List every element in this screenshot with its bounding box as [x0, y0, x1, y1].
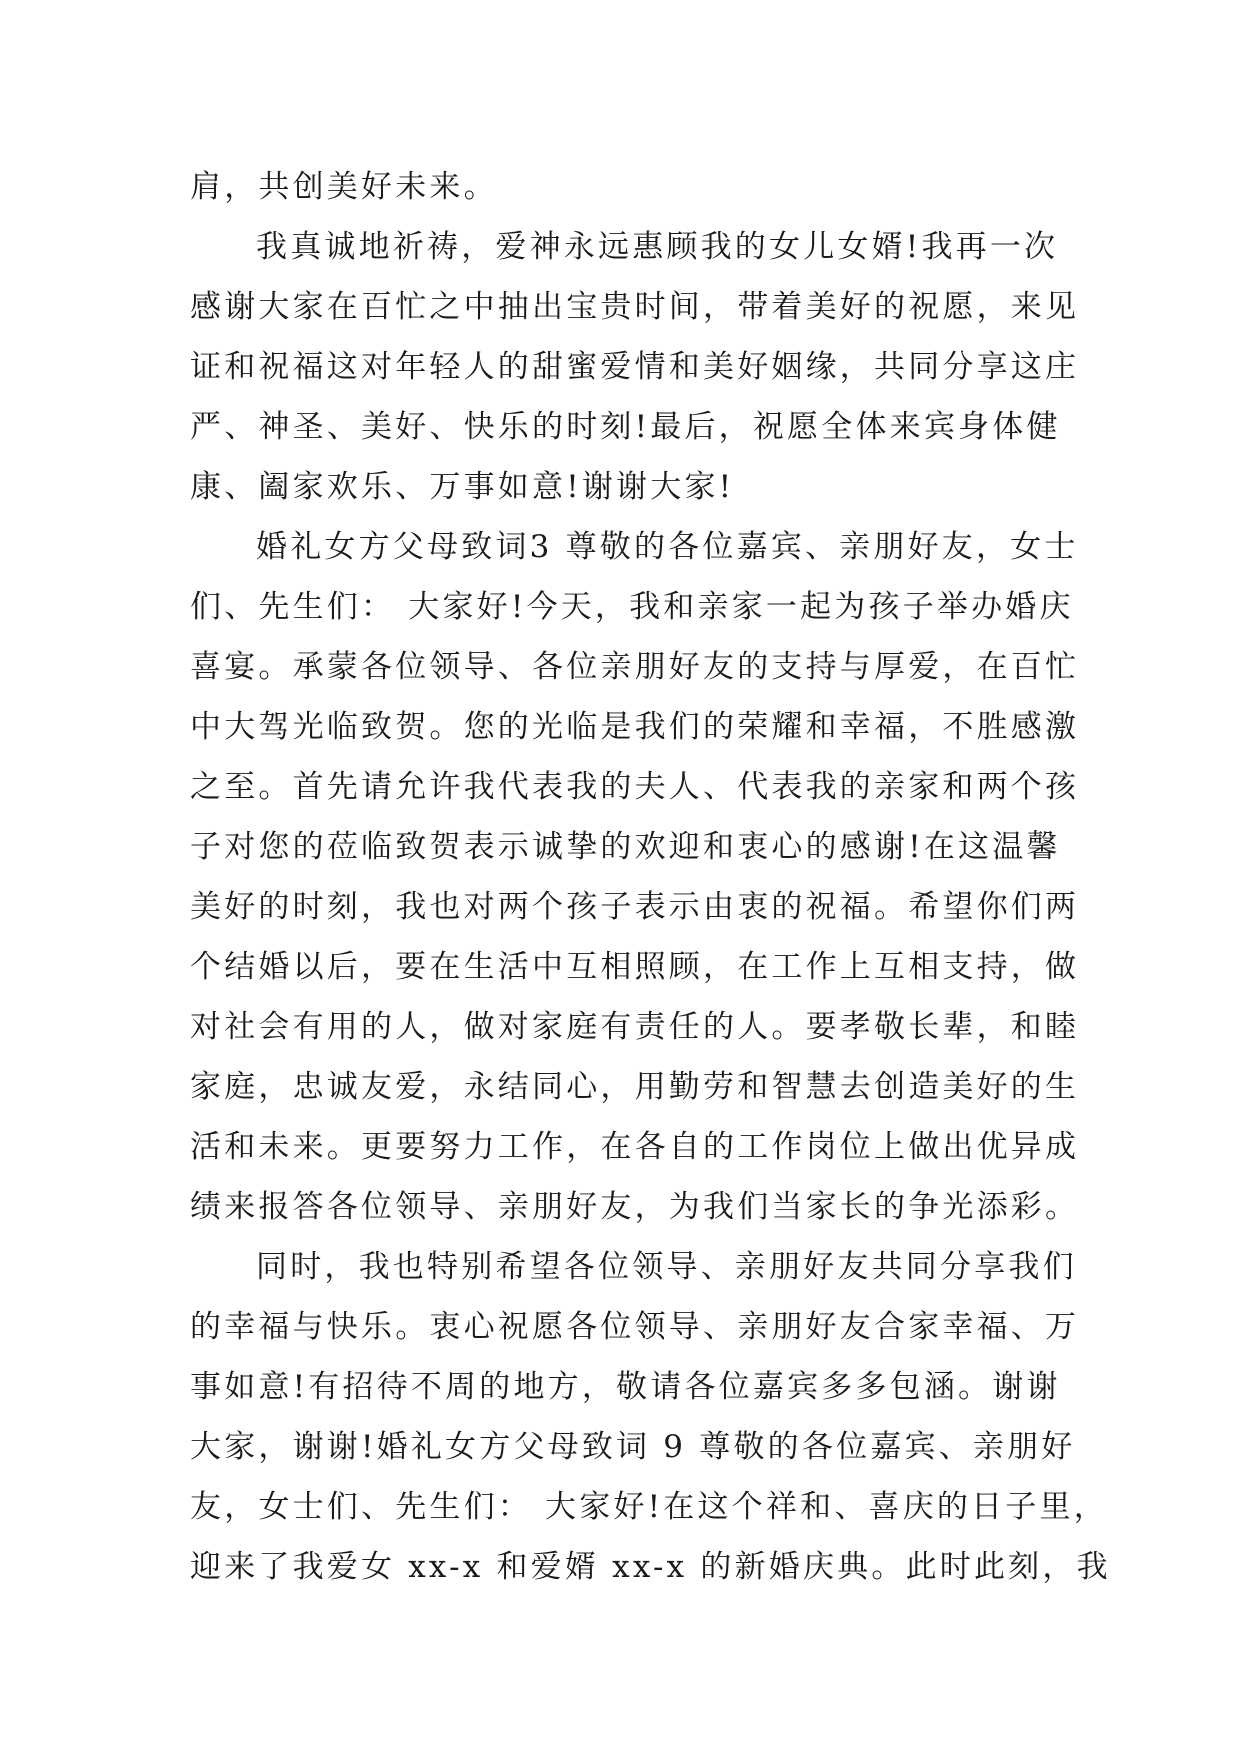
text-line: 迎来了我爱女 xx-x 和爱婿 xx-x 的新婚庆典。此时此刻，我: [190, 1549, 1111, 1585]
text-line: 对社会有用的人，做对家庭有责任的人。要孝敬长辈，和睦: [190, 1009, 1080, 1045]
text-line: 家庭，忠诚友爱，永结同心，用勤劳和智慧去创造美好的生: [190, 1069, 1080, 1105]
text-line: 友，女士们、先生们： 大家好!在这个祥和、喜庆的日子里，: [190, 1489, 1108, 1525]
text-line: 感谢大家在百忙之中抽出宝贵时间，带着美好的祝愿，来见: [190, 289, 1080, 325]
text-line: 肩，共创美好未来。: [190, 169, 498, 205]
text-line: 绩来报答各位领导、亲朋好友，为我们当家长的争光添彩。: [190, 1189, 1080, 1225]
text-line: 事如意!有招待不周的地方，敬请各位嘉宾多多包涵。谢谢: [190, 1369, 1061, 1405]
paragraph-start-line: 我真诚地祈祷，爱神永远惠顾我的女儿女婿!我再一次: [256, 229, 1059, 265]
paragraph-start-line: 婚礼女方父母致词3 尊敬的各位嘉宾、亲朋好友，女士: [256, 529, 1079, 565]
text-line: 证和祝福这对年轻人的甜蜜爱情和美好姻缘，共同分享这庄: [190, 349, 1080, 385]
text-line: 美好的时刻，我也对两个孩子表示由衷的祝福。希望你们两: [190, 889, 1080, 925]
text-line: 的幸福与快乐。衷心祝愿各位领导、亲朋好友合家幸福、万: [190, 1309, 1080, 1345]
text-line: 们、先生们： 大家好!今天，我和亲家一起为孩子举办婚庆: [190, 589, 1074, 625]
text-line: 严、神圣、美好、快乐的时刻!最后，祝愿全体来宾身体健: [190, 409, 1061, 445]
paragraph-start-line: 同时，我也特别希望各位领导、亲朋好友共同分享我们: [256, 1249, 1077, 1285]
text-line: 之至。首先请允许我代表我的夫人、代表我的亲家和两个孩: [190, 769, 1080, 805]
text-line: 子对您的莅临致贺表示诚挚的欢迎和衷心的感谢!在这温馨: [190, 829, 1061, 865]
body-text: [190, 157, 1111, 1597]
text-line: 个结婚以后，要在生活中互相照顾，在工作上互相支持，做: [190, 949, 1080, 985]
text-line: 中大驾光临致贺。您的光临是我们的荣耀和幸福，不胜感激: [190, 709, 1080, 745]
text-line: 康、阖家欢乐、万事如意!谢谢大家!: [190, 469, 735, 505]
text-line: 喜宴。承蒙各位领导、各位亲朋好友的支持与厚爱，在百忙: [190, 649, 1080, 685]
text-line: 活和未来。更要努力工作，在各自的工作岗位上做出优异成: [190, 1129, 1080, 1165]
text-line: 大家，谢谢!婚礼女方父母致词 9 尊敬的各位嘉宾、亲朋好: [190, 1429, 1076, 1465]
